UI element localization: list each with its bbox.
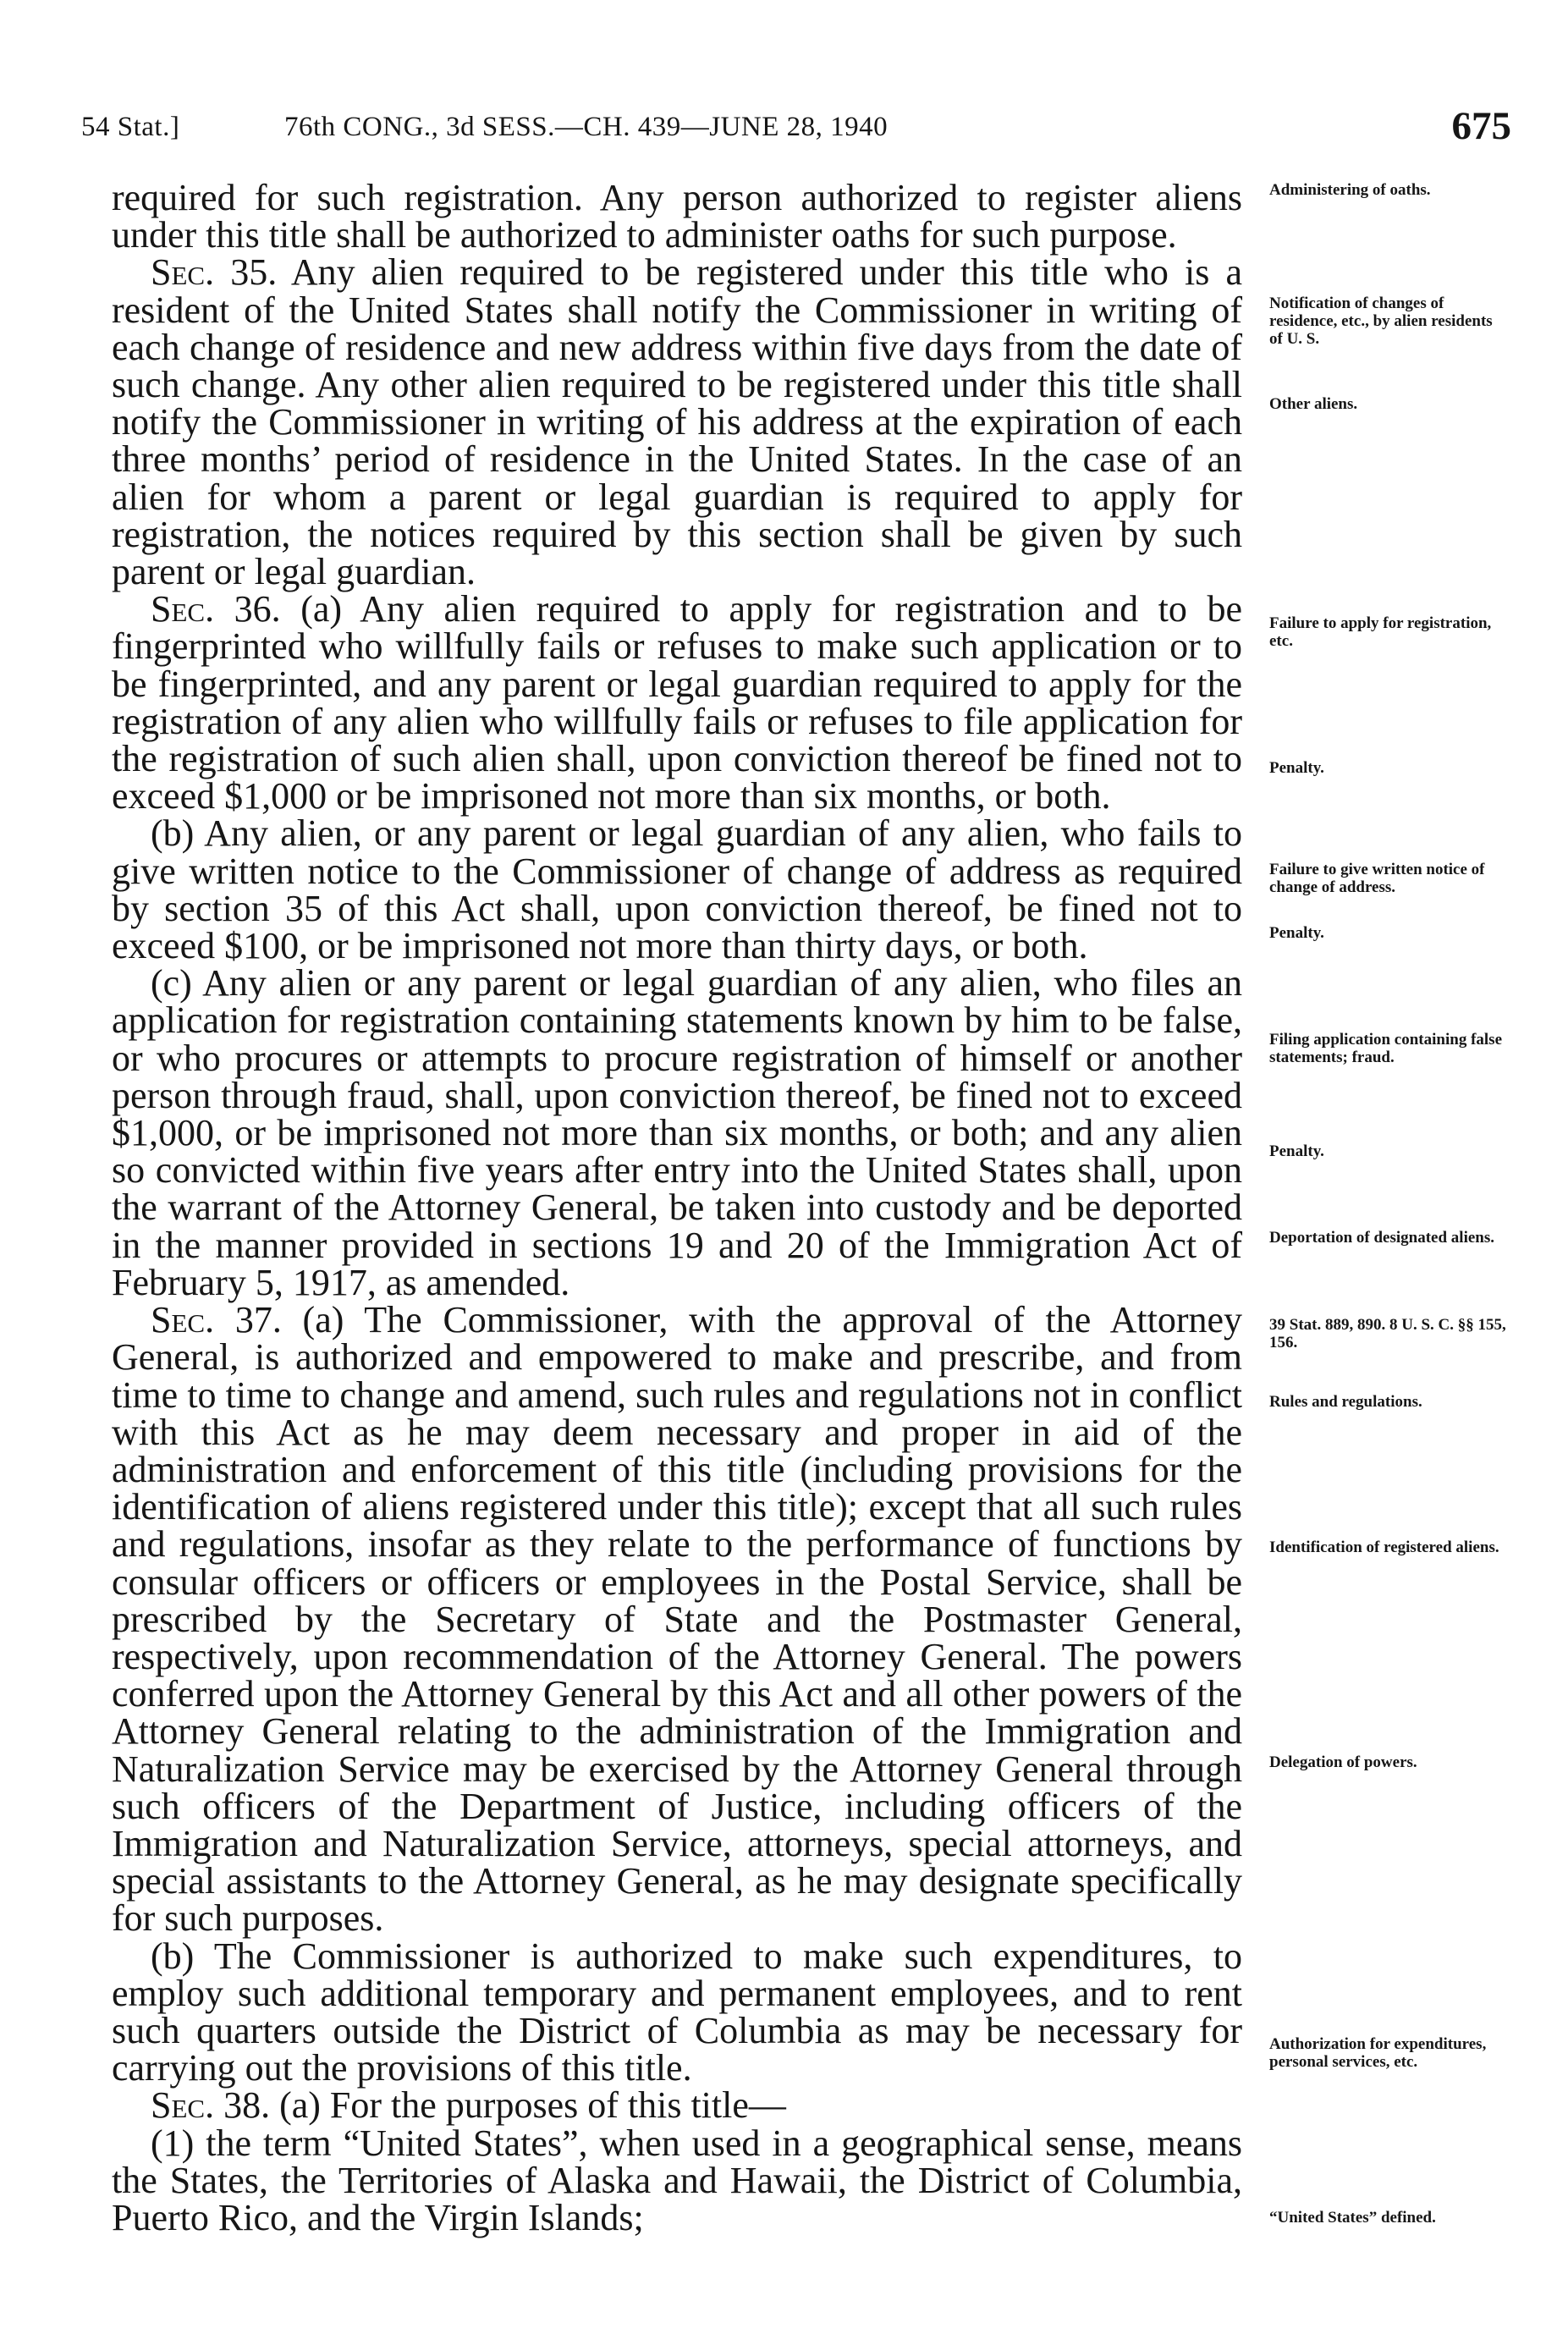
margin-note: Authorization for expenditures, personal services, etc. (1269, 2035, 1487, 2071)
paragraph-text: 37. (a) The Commissioner, with the approval of the Attorney General, is authorized and empowered to make and prescribe, and from time to time to change and amend, such rules and regulations not in conflict with this Act as he may deem necessary and proper in aid of the administration and enforcement of this title (including provisions for the identification of aliens registered under this title); except that all such rules and regulations, insofar as they relate to the performance of functions by consular officers or officers or employees in the Postal Service, shall be prescribed by the Secretary of State and the Postmaster General, respectively, upon recommendation of the Attorney General. The powers conferred upon the Attorney General by this Act and all other powers of the Attorney General relating to the administration of the Immigration and Naturalization Service may be exercised by the Attorney General through such officers of the Department of Justice, including officers of the Immigration and Naturalization Service, attorneys, special attorneys, and special assistants to the Attorney General, as he may designate specifically for such purposes. (112, 1299, 1242, 1940)
paragraph-section-35 (112, 251, 1242, 593)
margin-note: Notification of changes of residence, etc., by alien residents of U. S. (1269, 295, 1493, 348)
section-label: Sec. (151, 1299, 215, 1341)
margin-note: Failure to apply for registration, etc. (1269, 614, 1492, 650)
session-chapter-date: 76th CONG., 3d SESS.—CH. 439—JUNE 28, 1940 (284, 112, 889, 142)
paragraph-section-38a1 (112, 2122, 1242, 2238)
margin-note: “United States” defined. (1269, 2209, 1436, 2227)
paragraph-section-37a (112, 1299, 1242, 1940)
paragraph-section-36c (112, 962, 1242, 1303)
paragraph-text: (b) The Commissioner is authorized to make such expenditures, to employ such additional temporary and permanent employees, and to rent such quarters outside the District of Columbia as may be necessary for carrying out the provisions of this title. (112, 1935, 1242, 2089)
main-text (112, 179, 1242, 2237)
margin-note: Identification of registered aliens. (1269, 1539, 1499, 1556)
section-label: Sec. (151, 251, 215, 294)
section-label: Sec. (151, 588, 215, 630)
paragraph-text: 36. (a) Any alien required to apply for registration and to be fingerprinted who willfully fails or refuses to make such application or to be fingerprinted, and any parent or legal guardian required to apply for the registration of any alien who willfully fails or refuses to file application for the registration of such alien shall, upon conviction thereof be fined not to exceed $1,000 or be imprisoned not more than six months, or both. (112, 588, 1242, 817)
margin-note: Failure to give written notice of change of address. (1269, 861, 1485, 896)
paragraph-text: required for such registration. Any person authorized to register aliens under this title shall be authorized to administer oaths for such purpose. (112, 177, 1242, 256)
margin-note: Other aliens. (1269, 395, 1358, 413)
page-number: 675 (1451, 104, 1511, 148)
page-header (81, 103, 1511, 154)
margin-note: Deportation of designated aliens. (1269, 1229, 1494, 1247)
paragraph-text: 35. Any alien required to be registered under this title who is a resident of the United States shall notify the Commissioner in writing of each change of residence and new address within five days from the date of such change. Any other alien required to be registered under this title shall notify the Commissioner in writing of his address at the expiration of each three months’ period of residence in the United States. In the case of an alien for whom a parent or legal guardian is required to apply for registration, the notices required by this section shall be given by such parent or legal guardian. (112, 251, 1242, 593)
margin-note: Penalty. (1269, 924, 1324, 942)
margin-note: Filing application containing false statements; fraud. (1269, 1031, 1503, 1066)
paragraph-text: (c) Any alien or any parent or legal guardian of any alien, who files an application for registration containing statements known by him to be false, or who procures or attempts to procure registration of himself or another person through fraud, shall, upon conviction thereof, be fined not to exceed $1,000, or be imprisoned not more than six months, or both; and any alien so convicted within five years after entry into the United States shall, upon the warrant of the Attorney General, be taken into custody and be deported in the manner provided in sections 19 and 20 of the Immigration Act of February 5, 1917, as amended. (112, 962, 1242, 1303)
paragraph-section-37b (112, 1935, 1242, 2089)
paragraph-section-38a (112, 2084, 1242, 2127)
margin-note: 39 Stat. 889, 890. 8 U. S. C. §§ 155, 156. (1269, 1316, 1506, 1351)
paragraph-section-36a (112, 588, 1242, 817)
paragraph-text: (1) the term “United States”, when used in a geographical sense, means the States, the Territories of Alaska and Hawaii, the District of Columbia, Puerto Rico, and the Virgin Islands; (112, 2122, 1242, 2238)
section-label: Sec. (151, 2084, 215, 2127)
margin-note: Rules and regulations. (1269, 1393, 1422, 1411)
margin-note: Penalty. (1269, 759, 1324, 777)
margin-note: Delegation of powers. (1269, 1753, 1417, 1771)
paragraph-text: 38. (a) For the purposes of this title— (214, 2084, 786, 2127)
paragraph-text: (b) Any alien, or any parent or legal guardian of any alien, who fails to give written notice to the Commissioner of change of address as required by section 35 of this Act shall, upon conviction thereof, be fined not to exceed $100, or be imprisoned not more than thirty days, or both. (112, 812, 1242, 967)
margin-note: Administering of oaths. (1269, 181, 1431, 199)
paragraph-section-36b (112, 812, 1242, 967)
margin-note: Penalty. (1269, 1142, 1324, 1160)
paragraph-oaths (112, 179, 1242, 254)
statute-reference: 54 Stat.] (81, 112, 180, 142)
